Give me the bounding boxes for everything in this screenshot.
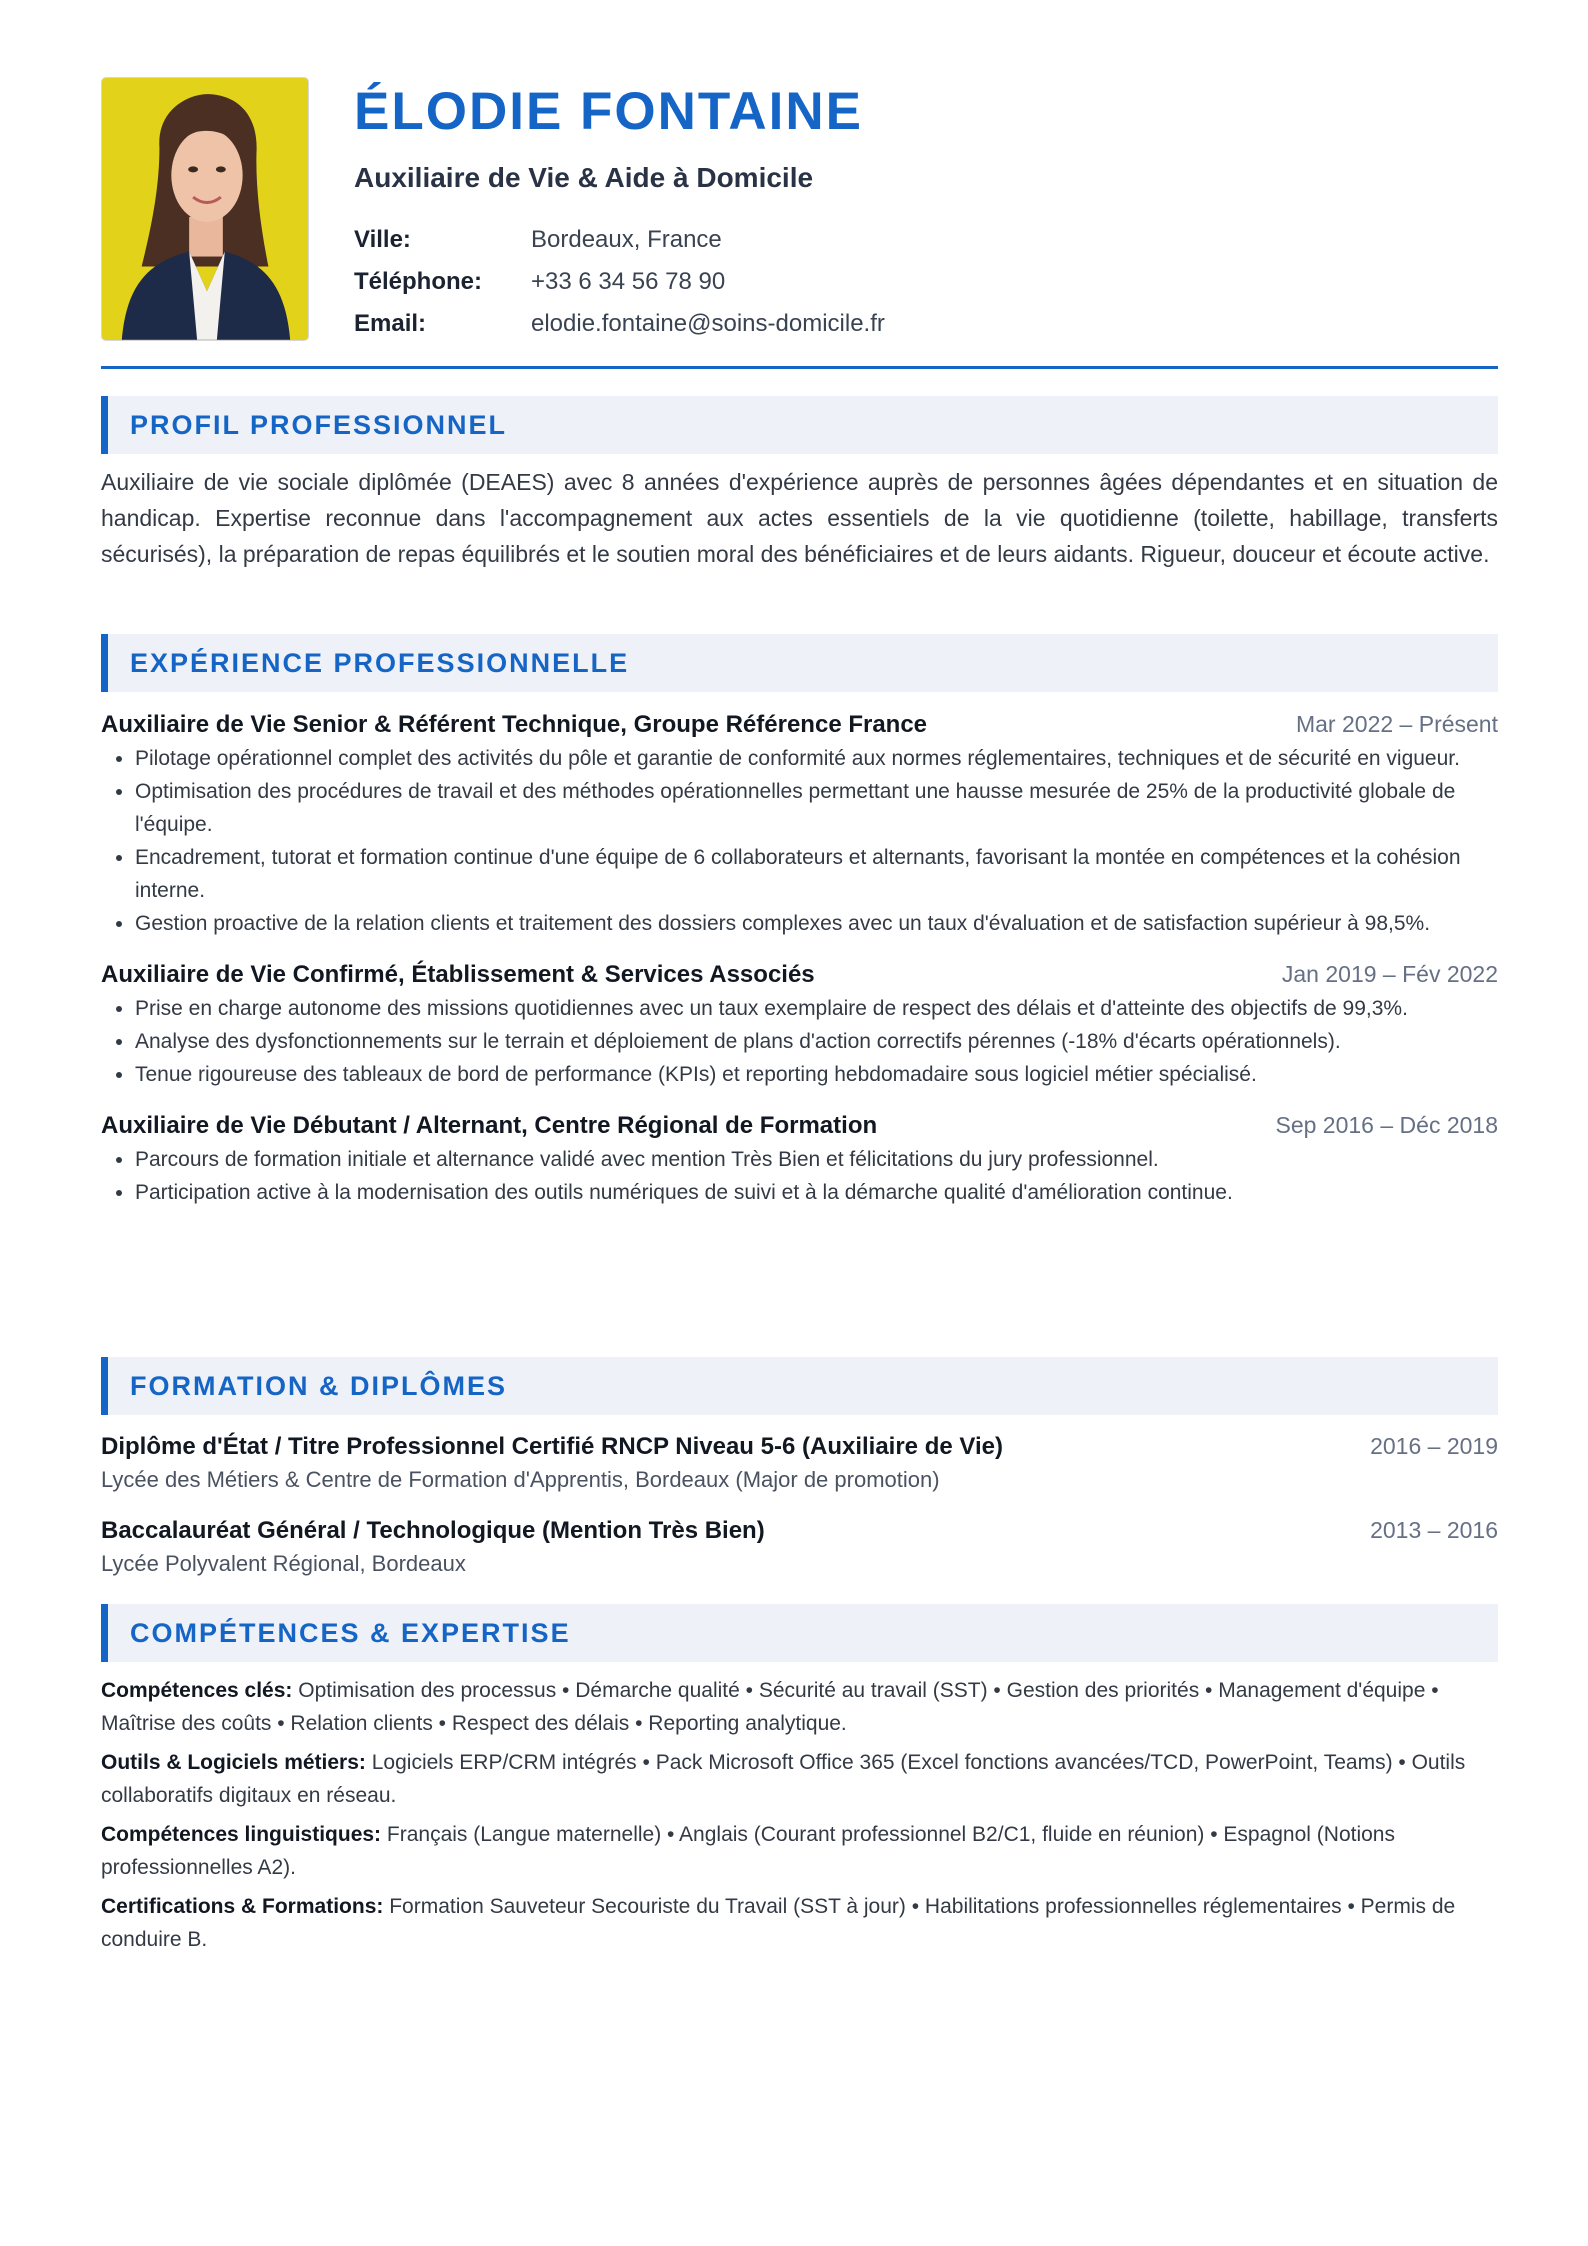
profile-section <box>101 464 1498 572</box>
skill-text: Logiciels ERP/CRM intégrés • Pack Microsoft Office 365 (Excel fonctions avancées/TCD, PowerPoint, Teams) • Outils collaboratifs digitaux en réseau. <box>101 1751 1466 1807</box>
experience-entry <box>101 1107 1498 1209</box>
education-section <box>101 1428 1498 1596</box>
education-entry <box>101 1428 1498 1496</box>
section-title: FORMATION & DIPLÔMES <box>130 1371 507 1401</box>
skill-label: Compétences clés: <box>101 1679 293 1702</box>
contact-row-email <box>354 303 885 345</box>
section-header-experience <box>101 634 1498 692</box>
school-name: Lycée des Métiers & Centre de Formation d'Apprentis, Bordeaux (Major de promotion) <box>101 1467 940 1492</box>
skill-text: Français (Langue maternelle) • Anglais (Courant professionnel B2/C1, fluide en réunion) • Espagnol (Notions professionnelles A2). <box>101 1823 1395 1879</box>
degree-title: Baccalauréat Général / Technologique (Mention Très Bien) <box>101 1517 765 1544</box>
bullet-item: • Gestion proactive de la relation clients et traitement des dossiers complexes avec un taux d'évaluation et de satisfaction supérieur à 98,5%. <box>135 907 1498 940</box>
skills-section <box>101 1674 1498 1962</box>
section-title: COMPÉTENCES & EXPERTISE <box>130 1618 571 1648</box>
skill-line <box>101 1674 1498 1740</box>
experience-dates: Jan 2019 – Fév 2022 <box>1281 961 1498 987</box>
section-header-education <box>101 1357 1498 1415</box>
contact-value: elodie.fontaine@soins-domicile.fr <box>531 310 885 337</box>
skill-label: Outils & Logiciels métiers: <box>101 1751 366 1774</box>
candidate-title: Auxiliaire de Vie & Aide à Domicile <box>354 162 814 193</box>
skill-text: Optimisation des processus • Démarche qualité • Sécurité au travail (SST) • Gestion des priorités • Management d'équipe • Maîtrise des coûts • Relation clients • Respect des délais • Reporting analytique. <box>101 1679 1439 1735</box>
contact-details <box>354 219 885 345</box>
contact-label: Téléphone: <box>354 268 483 295</box>
contact-value: +33 6 34 56 78 90 <box>531 268 726 295</box>
bullet-item: • Pilotage opérationnel complet des activités du pôle et garantie de conformité aux normes réglementaires, techniques et de sécurité en vigueur. <box>135 742 1498 775</box>
education-dates: 2016 – 2019 <box>1370 1433 1498 1459</box>
candidate-name: ÉLODIE FONTAINE <box>354 82 863 141</box>
education-dates: 2013 – 2016 <box>1370 1517 1498 1543</box>
skill-line <box>101 1746 1498 1812</box>
contact-row-city <box>354 219 885 261</box>
section-title: EXPÉRIENCE PROFESSIONNELLE <box>130 648 630 678</box>
experience-bullets <box>101 1143 1498 1209</box>
resume-header <box>101 77 1498 367</box>
experience-bullets <box>101 742 1498 940</box>
profile-summary: Auxiliaire de vie sociale diplômée (DEAES) avec 8 années d'expérience auprès de personnes âgées dépendantes et en situation de handicap. Expertise reconnue dans l'accompagnement aux actes essentiels de la vie quotidienne (toilette, habillage, transferts sécurisés), la préparation de repas équilibrés et le soutien moral des bénéficiaires et de leurs aidants. Rigueur, douceur et écoute active. <box>101 469 1498 567</box>
education-entry <box>101 1512 1498 1580</box>
experience-title: Auxiliaire de Vie Débutant / Alternant, Centre Régional de Formation <box>101 1112 878 1139</box>
contact-label: Email: <box>354 310 427 337</box>
bullet-item: • Parcours de formation initiale et alternance validé avec mention Très Bien et félicitations du jury professionnel. <box>135 1143 1498 1176</box>
experience-dates: Mar 2022 – Présent <box>1295 711 1498 737</box>
bullet-item: • Optimisation des procédures de travail et des méthodes opérationnelles permettant une hausse mesurée de 25% de la productivité globale de l'équipe. <box>135 775 1498 841</box>
experience-dates: Sep 2016 – Déc 2018 <box>1275 1112 1498 1138</box>
bullet-item: • Analyse des dysfonctionnements sur le terrain et déploiement de plans d'action correctifs pérennes (-18% d'écarts opérationnels). <box>135 1025 1498 1058</box>
skill-line <box>101 1818 1498 1884</box>
bullet-item: • Tenue rigoureuse des tableaux de bord de performance (KPIs) et reporting hebdomadaire sous logiciel métier spécialisé. <box>135 1058 1498 1091</box>
bullet-item: • Prise en charge autonome des missions quotidiennes avec un taux exemplaire de respect des délais et d'atteinte des objectifs de 99,3%. <box>135 992 1498 1025</box>
contact-value: Bordeaux, France <box>531 226 722 253</box>
section-title: PROFIL PROFESSIONNEL <box>130 410 508 440</box>
section-header-profile <box>101 396 1498 454</box>
experience-entry <box>101 956 1498 1091</box>
experience-title: Auxiliaire de Vie Senior & Référent Technique, Groupe Référence France <box>101 711 928 738</box>
skill-line <box>101 1890 1498 1956</box>
bullet-item: • Participation active à la modernisation des outils numériques de suivi et à la démarche qualité d'amélioration continue. <box>135 1176 1498 1209</box>
header-divider <box>101 366 1498 369</box>
skill-label: Compétences linguistiques: <box>101 1823 382 1846</box>
school-name: Lycée Polyvalent Régional, Bordeaux <box>101 1551 466 1576</box>
experience-entry <box>101 706 1498 940</box>
experience-bullets <box>101 992 1498 1091</box>
experience-title: Auxiliaire de Vie Confirmé, Établissement & Services Associés <box>101 961 815 988</box>
bullet-item: • Encadrement, tutorat et formation continue d'une équipe de 6 collaborateurs et alternants, favorisant la montée en compétences et la cohésion interne. <box>135 841 1498 907</box>
contact-row-phone <box>354 261 885 303</box>
section-header-skills <box>101 1604 1498 1662</box>
skill-text: Formation Sauveteur Secouriste du Travail (SST à jour) • Habilitations professionnelles réglementaires • Permis de conduire B. <box>101 1895 1456 1951</box>
experience-section <box>101 706 1498 1225</box>
profile-photo <box>101 77 309 341</box>
contact-label: Ville: <box>354 226 411 253</box>
degree-title: Diplôme d'État / Titre Professionnel Certifié RNCP Niveau 5-6 (Auxiliaire de Vie) <box>101 1433 1003 1460</box>
skill-label: Certifications & Formations: <box>101 1895 384 1918</box>
